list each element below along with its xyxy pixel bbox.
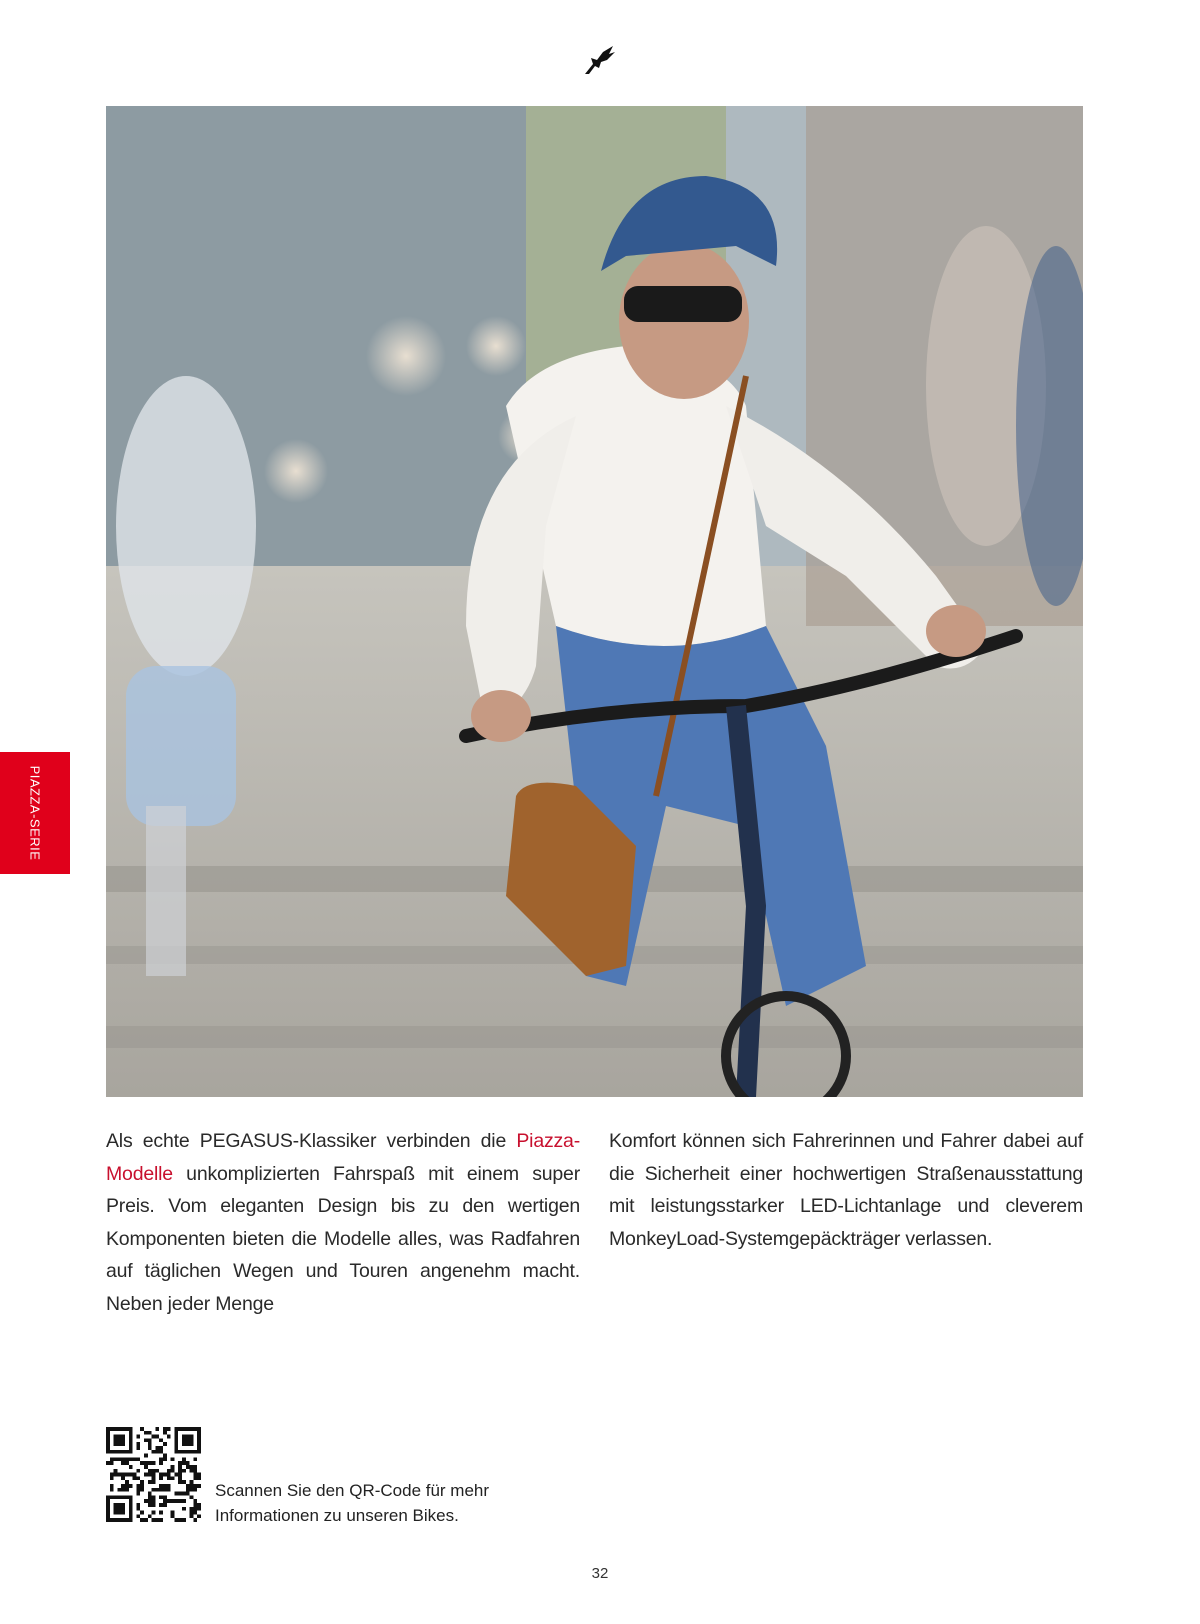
body-text-left-part2: unkomplizierten Fahrspaß mit einem super Preis. Vom eleganten Design bis zu den wertigen Komponenten bieten die Modelle alles, was Radfahren auf täglichen Wegen und Touren angenehm macht. Neben jeder Menge [106,1162,580,1315]
page-number: 32 [591,1565,609,1582]
body-text-left-column [106,1125,580,1321]
pegasus-horse-icon [583,44,617,78]
body-text-right: Komfort können sich Fahrerinnen und Fahrer dabei auf die Sicherheit einer hochwertigen Straßenausstattung mit leistungsstarker LED-Lichtanlage und cleverem MonkeyLoad-Systemgepäckträger verlassen. [609,1130,1083,1250]
section-side-tab [0,752,70,874]
qr-code-icon[interactable] [106,1427,201,1522]
body-text-right-column [609,1125,1083,1255]
qr-caption [215,1478,489,1528]
hero-photo-cyclist [106,106,1083,1097]
qr-caption-line2: Informationen zu unseren Bikes. [215,1506,459,1525]
section-side-tab-label: PIAZZA-SERIE [27,765,43,861]
body-text-left-part1: Als echte PEGASUS-Klassiker verbinden die [106,1130,517,1152]
body-text-highlight-model: Piazza-Modelle [106,1130,580,1185]
qr-caption-line1: Scannen Sie den QR-Code für mehr [215,1481,490,1500]
